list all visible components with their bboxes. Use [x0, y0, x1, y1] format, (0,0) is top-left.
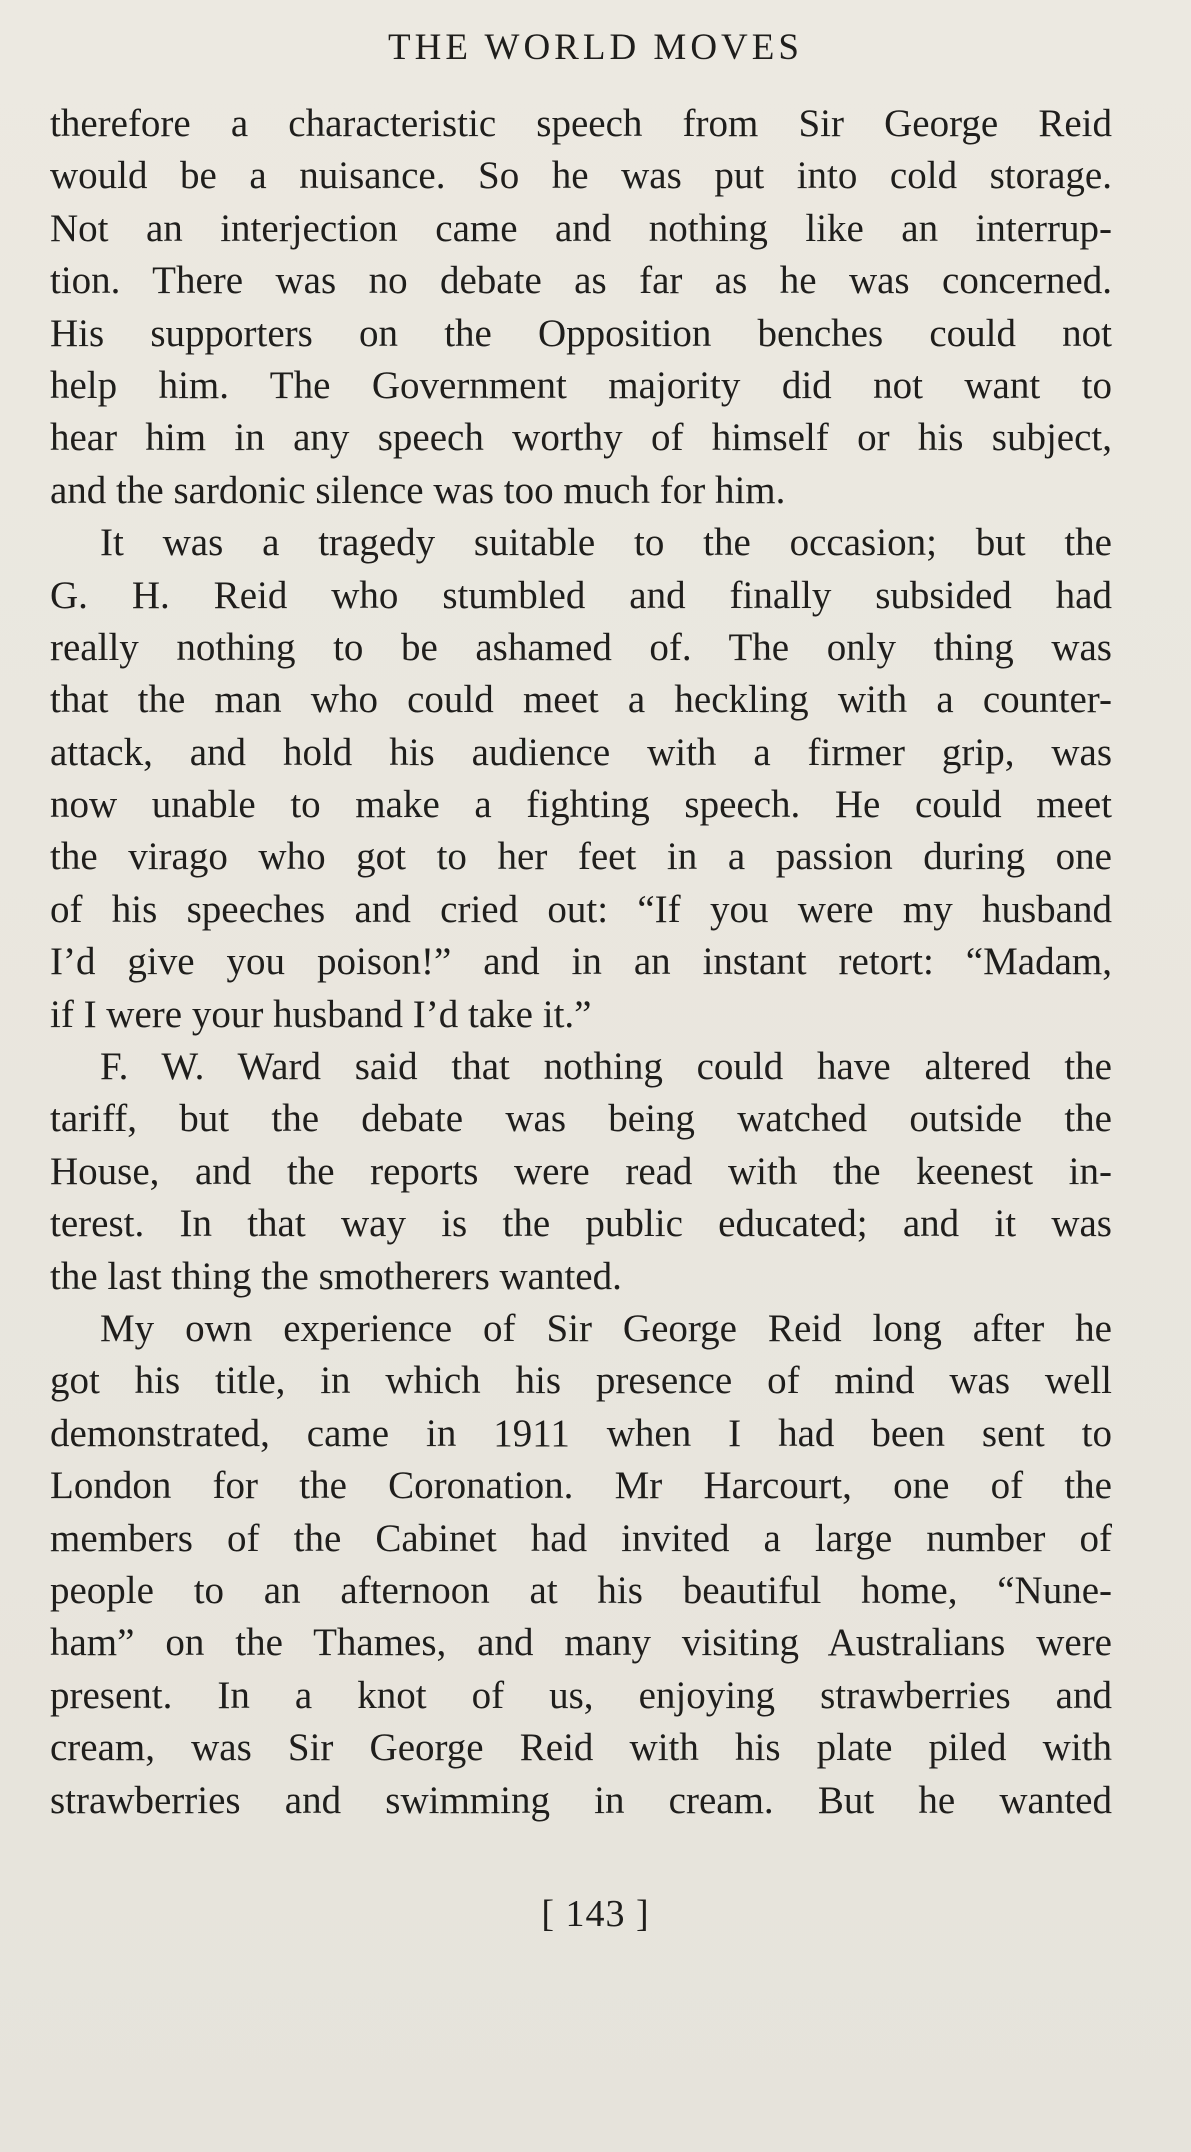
- text-line: It was a tragedy suitable to the occasion; but the: [100, 521, 1112, 565]
- text-line: help him. The Government majority did not want to: [50, 363, 1112, 407]
- text-line: House, and the reports were read with the keenest in-: [50, 1149, 1112, 1193]
- text-line: hear him in any speech worthy of himself or his subject,: [50, 416, 1112, 460]
- text-line: the virago who got to her feet in a passion during one: [50, 835, 1112, 879]
- running-head: THE WORLD MOVES: [388, 27, 803, 68]
- text-line: and the sardonic silence was too much for him.: [50, 468, 786, 512]
- text-line: present. In a knot of us, enjoying strawberries and: [50, 1673, 1112, 1717]
- text-line: really nothing to be ashamed of. The only thing was: [50, 625, 1112, 669]
- text-line: therefore a characteristic speech from Sir George Reid: [50, 102, 1112, 145]
- text-line: attack, and hold his audience with a firmer grip, was: [50, 730, 1112, 774]
- text-line: His supporters on the Opposition benches could not: [50, 311, 1112, 355]
- body-text: [50, 98, 1112, 1827]
- text-line: cream, was Sir George Reid with his plate piled with: [50, 1726, 1112, 1770]
- text-line: ham” on the Thames, and many visiting Australians were: [50, 1621, 1112, 1665]
- text-line: terest. In that way is the public educated; and it was: [50, 1202, 1112, 1246]
- text-line: My own experience of Sir George Reid long after he: [100, 1306, 1112, 1350]
- text-line: Not an interjection came and nothing like an interrup-: [50, 206, 1112, 250]
- text-line: members of the Cabinet had invited a large number of: [50, 1516, 1112, 1560]
- page-number: [ 143 ]: [541, 1893, 650, 1935]
- text-line: now unable to make a fighting speech. He could meet: [50, 783, 1112, 827]
- text-line: London for the Coronation. Mr Harcourt, one of the: [50, 1464, 1112, 1508]
- text-line: if I were your husband I’d take it.”: [50, 992, 592, 1036]
- text-line: F. W. Ward said that nothing could have altered the: [100, 1045, 1112, 1089]
- text-line: G. H. Reid who stumbled and finally subsided had: [50, 573, 1112, 617]
- text-line: tariff, but the debate was being watched outside the: [50, 1097, 1112, 1141]
- text-line: the last thing the smotherers wanted.: [50, 1254, 622, 1298]
- text-line: I’d give you poison!” and in an instant retort: “Madam,: [50, 940, 1112, 984]
- text-line: people to an afternoon at his beautiful home, “Nune-: [50, 1568, 1112, 1612]
- text-line: demonstrated, came in 1911 when I had been sent to: [50, 1411, 1112, 1455]
- text-line: that the man who could meet a heckling with a counter-: [50, 678, 1112, 722]
- text-line: of his speeches and cried out: “If you were my husband: [50, 887, 1112, 931]
- text-line: strawberries and swimming in cream. But he wanted: [50, 1778, 1112, 1822]
- text-line: got his title, in which his presence of mind was well: [50, 1359, 1112, 1403]
- text-line: would be a nuisance. So he was put into cold storage.: [50, 154, 1112, 198]
- text-line: tion. There was no debate as far as he was concerned.: [50, 259, 1112, 303]
